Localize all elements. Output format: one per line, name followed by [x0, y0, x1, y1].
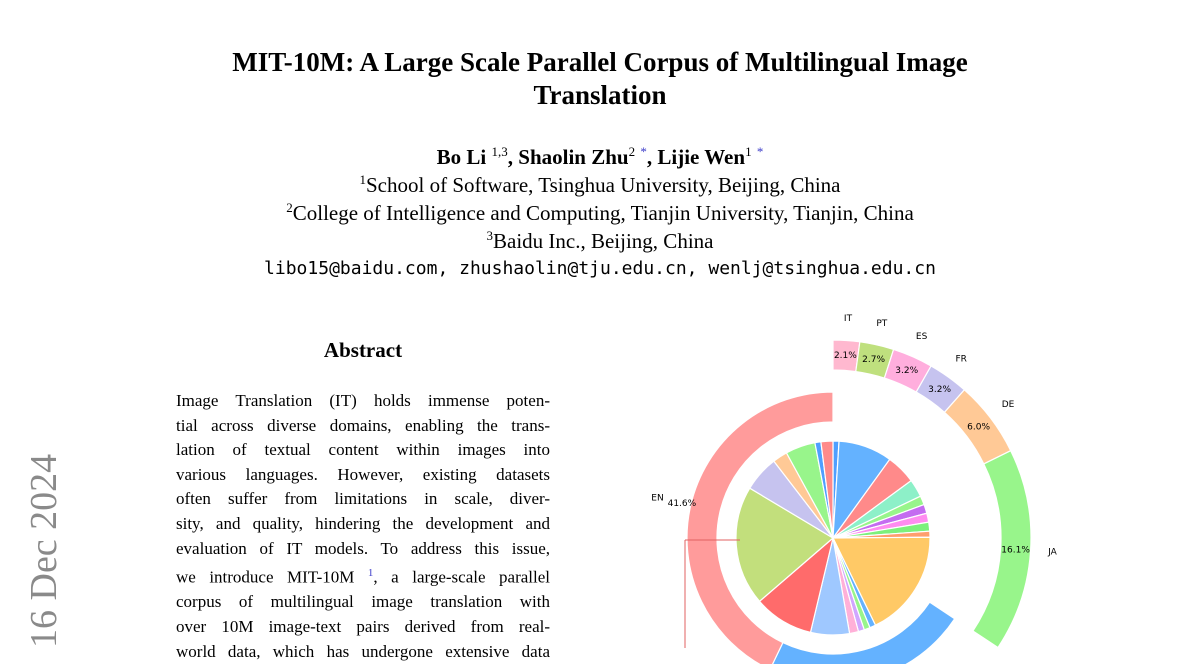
- slice-category-label: ES: [915, 332, 928, 343]
- slice-value-label: 2.7%: [862, 355, 886, 366]
- abstract-line: evaluation of IT models. To address this issue,: [176, 538, 550, 558]
- author-2-affil: 2: [628, 144, 636, 159]
- abstract-line: tial across diverse domains, enabling the trans-: [176, 415, 550, 435]
- abstract-line-part: , a large-scale parallel: [373, 567, 550, 587]
- abstract-line-with-footnote: [176, 561, 550, 590]
- author-3: , Lijie Wen: [646, 145, 746, 169]
- affiliation-3-text: Baidu Inc., Beijing, China: [493, 229, 714, 253]
- affiliation-1-number: 1: [359, 172, 366, 187]
- footnote-link[interactable]: 1: [367, 567, 374, 580]
- affiliation-1-text: School of Software, Tsinghua University, Beijing, China: [366, 173, 841, 197]
- slice-category-label: JA: [1048, 547, 1057, 558]
- abstract-line: lation of textual content within images into: [176, 440, 550, 460]
- abstract-line: over 10M image-text pairs derived from real-: [176, 617, 550, 636]
- author-1: Bo Li: [436, 145, 487, 169]
- slice-value-label: 16.1%: [1001, 545, 1030, 556]
- abstract-body: [176, 389, 550, 664]
- slice-value-label: 6.0%: [967, 422, 991, 433]
- slice-value-label: 2.1%: [833, 350, 857, 361]
- author-1-affil: 1,3: [491, 144, 508, 159]
- paper-title: [150, 46, 1050, 112]
- slice-value-label: 3.2%: [895, 366, 919, 376]
- abstract-line: world data, which has undergone extensive data: [176, 641, 550, 661]
- slice-category-label: PT: [876, 319, 888, 329]
- author-emails[interactable]: libo15@baidu.com, zhushaolin@tju.edu.cn, wenlj@tsinghua.edu.cn: [264, 258, 936, 279]
- author-list: [200, 144, 1000, 170]
- affiliation-3: [200, 228, 1000, 254]
- title-line-1: MIT-10M: A Large Scale Parallel Corpus of Multilingual Image: [232, 47, 968, 77]
- author-2-corresponding-mark[interactable]: *: [640, 144, 647, 159]
- abstract-line: corpus of multilingual image translation with: [176, 592, 550, 612]
- slice-value-label: 3.2%: [928, 384, 952, 395]
- affiliation-2-number: 2: [286, 200, 293, 215]
- slice-category-label: DE: [1001, 400, 1015, 411]
- abstract-line: Image Translation (IT) holds immense poten-: [176, 391, 550, 410]
- affiliation-3-number: 3: [486, 228, 493, 243]
- author-3-affil: 1: [745, 144, 752, 159]
- slice-category-label: FR: [955, 354, 967, 365]
- slice-category-label: IT: [843, 314, 853, 324]
- affiliation-1: [200, 172, 1000, 198]
- nested-pie-chart: [650, 314, 1057, 648]
- abstract-line: sity, and quality, hindering the development and: [176, 513, 550, 533]
- author-2: , Shaolin Zhu: [507, 145, 629, 169]
- abstract-heading: Abstract: [323, 338, 403, 362]
- affiliation-2-text: College of Intelligence and Computing, Tianjin University, Tianjin, China: [292, 201, 914, 225]
- arxiv-side-stamp: [22, 454, 66, 648]
- slice-category-label: EN: [651, 493, 664, 504]
- side-stamp-text: 16 Dec 2024: [23, 453, 65, 648]
- author-3-corresponding-mark[interactable]: *: [756, 144, 764, 159]
- affiliation-2: [200, 200, 1000, 226]
- title-line-2: Translation: [533, 80, 667, 110]
- language-distribution-figure: [650, 314, 1057, 648]
- slice-value-label: 41.6%: [667, 499, 697, 510]
- abstract-line: various languages. However, existing datasets: [176, 464, 550, 484]
- abstract-line-part: we introduce MIT-10M: [176, 567, 355, 587]
- abstract-line: often suffer from limitations in scale, diver-: [176, 489, 550, 509]
